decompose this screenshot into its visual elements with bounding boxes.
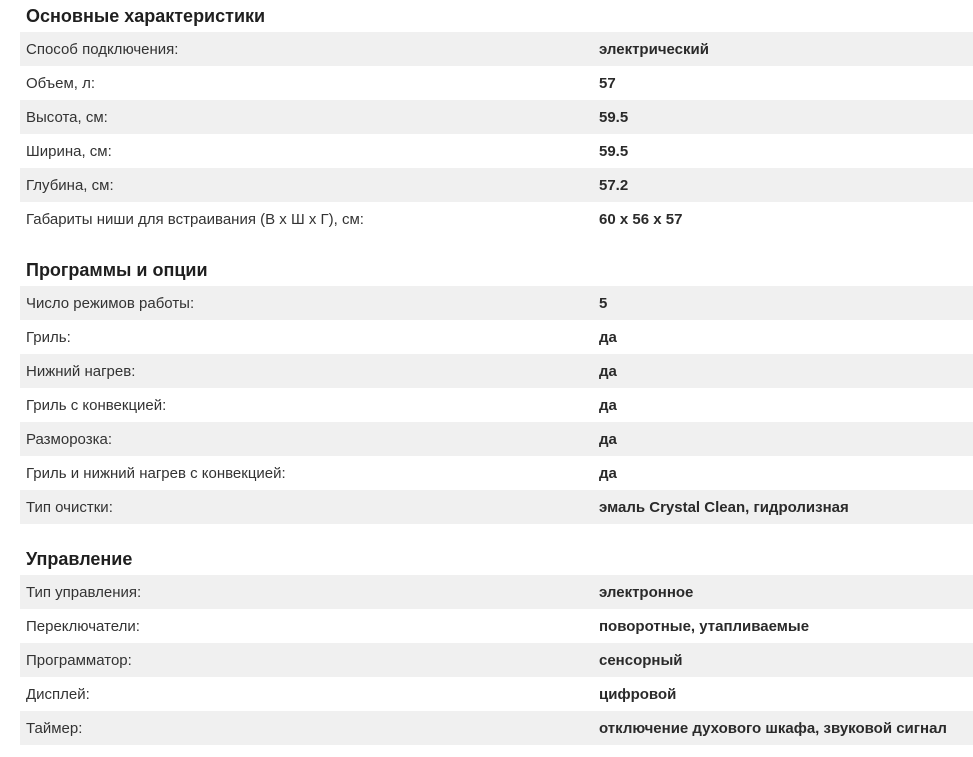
spec-value: да — [599, 362, 617, 380]
spec-value: сенсорный — [599, 651, 683, 669]
spec-value: 5 — [599, 294, 608, 312]
spec-value: да — [599, 396, 617, 414]
spec-row — [20, 134, 973, 168]
spec-name: Нижний нагрев: — [26, 362, 136, 380]
spec-row — [20, 320, 973, 354]
spec-name: Габариты ниши для встраивания (В х Ш х Г), см: — [26, 210, 364, 228]
spec-row — [20, 32, 973, 66]
spec-value: 59.5 — [599, 142, 629, 160]
section-main-characteristics — [20, 1, 973, 236]
spec-value: да — [599, 430, 617, 448]
spec-value: отключение духового шкафа, звуковой сигнал — [599, 719, 947, 737]
spec-name: Тип управления: — [26, 583, 142, 601]
spec-row — [20, 643, 973, 677]
spec-row — [20, 422, 973, 456]
spec-name: Переключатели: — [26, 617, 140, 635]
spec-value: 59.5 — [599, 108, 629, 126]
spec-name: Объем, л: — [26, 74, 96, 92]
spec-row — [20, 456, 973, 490]
spec-name: Дисплей: — [26, 685, 90, 703]
spec-name: Гриль и нижний нагрев с конвекцией: — [26, 464, 286, 482]
spec-name: Таймер: — [26, 719, 83, 737]
spec-row — [20, 202, 973, 236]
spec-value: электронное — [599, 583, 694, 601]
section-title: Основные характеристики — [26, 6, 266, 26]
spec-value: 57.2 — [599, 176, 629, 194]
spec-row — [20, 354, 973, 388]
spec-row — [20, 388, 973, 422]
spec-row — [20, 66, 973, 100]
spec-name: Способ подключения: — [26, 40, 179, 58]
spec-row — [20, 168, 973, 202]
spec-value: поворотные, утапливаемые — [599, 617, 810, 635]
spec-row — [20, 677, 973, 711]
section-title: Программы и опции — [26, 260, 208, 280]
spec-name: Гриль с конвекцией: — [26, 396, 167, 414]
section-programs-options — [20, 255, 973, 524]
spec-name: Гриль: — [26, 328, 71, 346]
spec-value: да — [599, 328, 617, 346]
spec-value: цифровой — [599, 685, 677, 703]
spec-name: Тип очистки: — [26, 498, 113, 516]
spec-value: электрический — [599, 40, 709, 58]
spec-name: Программатор: — [26, 651, 132, 669]
spec-row — [20, 286, 973, 320]
spec-value: эмаль Crystal Clean, гидролизная — [599, 498, 849, 516]
spec-name: Высота, см: — [26, 108, 108, 126]
spec-value: 60 x 56 x 57 — [599, 210, 683, 228]
section-control — [20, 544, 973, 745]
spec-row — [20, 100, 973, 134]
spec-name: Число режимов работы: — [26, 294, 195, 312]
spec-row — [20, 609, 973, 643]
spec-value: 57 — [599, 74, 616, 92]
spec-name: Ширина, см: — [26, 142, 112, 160]
section-title: Управление — [26, 549, 133, 569]
spec-row — [20, 711, 973, 745]
spec-row — [20, 490, 973, 524]
spec-row — [20, 575, 973, 609]
spec-name: Глубина, см: — [26, 176, 114, 194]
spec-value: да — [599, 464, 617, 482]
spec-name: Разморозка: — [26, 430, 113, 448]
